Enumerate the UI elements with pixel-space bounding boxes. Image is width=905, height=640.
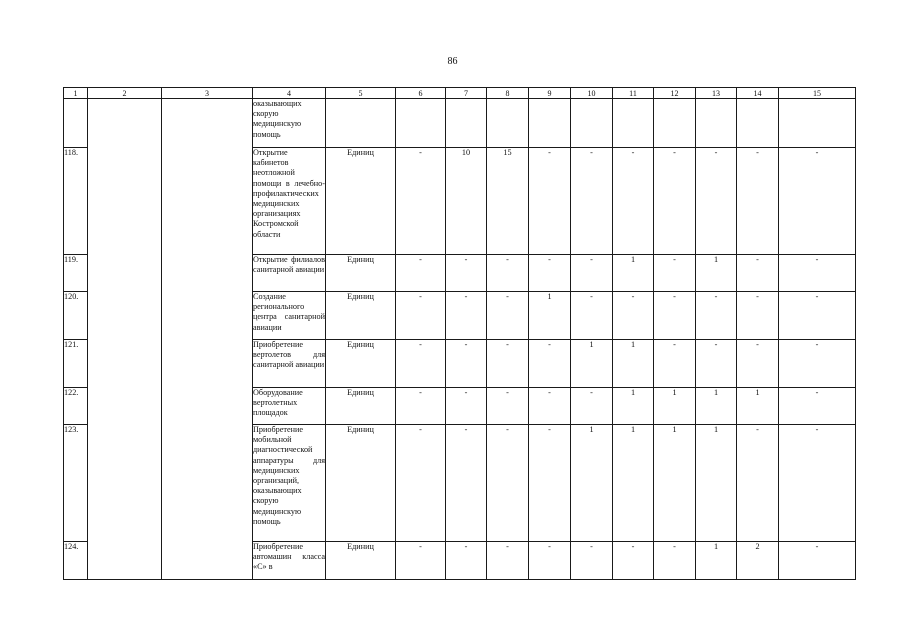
row-value: - [654,255,696,292]
row-value: - [696,148,737,255]
row-unit: Единиц [326,388,396,425]
row-description: Оборудование вертолетных площадок [253,388,326,425]
row-value: - [446,292,487,340]
row-value: - [487,388,529,425]
row-value: - [571,292,613,340]
row-value: - [396,148,446,255]
row-number: 118. [64,148,88,255]
row-number: 123. [64,425,88,542]
row-value: - [529,388,571,425]
column-number: 6 [396,88,446,99]
row-description: Приобретение мобильной диагностической аппаратуры для медицинских организаций, оказывающих скорую медицинскую помощь [253,425,326,542]
column-number: 10 [571,88,613,99]
row-description: Приобретение вертолетов для санитарной авиации [253,340,326,388]
row-value: - [737,340,779,388]
column-number: 7 [446,88,487,99]
row-unit: Единиц [326,255,396,292]
column-number: 8 [487,88,529,99]
column-2-merged [88,99,162,580]
row-value: 1 [696,255,737,292]
row-value: - [654,148,696,255]
column-number: 5 [326,88,396,99]
row-value: - [396,340,446,388]
row-number: 119. [64,255,88,292]
row-value: 1 [654,388,696,425]
row-value: - [779,148,856,255]
row-value: - [446,255,487,292]
row-description: Открытие кабинетов неотложной помощи в лечебно-профилактических медицинских организациях Костромской области [253,148,326,255]
row-value: 1 [696,388,737,425]
row-unit: Единиц [326,292,396,340]
row-value: - [779,425,856,542]
row-value: - [529,425,571,542]
column-number: 9 [529,88,571,99]
row-value: - [613,148,654,255]
row-value: - [737,255,779,292]
row-value: - [696,292,737,340]
row-value: - [529,340,571,388]
row-value: - [737,148,779,255]
row-value: - [446,425,487,542]
row-value: - [529,148,571,255]
row-value: 1 [654,425,696,542]
row-unit: Единиц [326,148,396,255]
column-number: 3 [162,88,253,99]
row-value: 1 [613,388,654,425]
row-value: - [396,542,446,580]
continuation-row [64,99,856,148]
row-number: 124. [64,542,88,580]
row-value: - [487,340,529,388]
row-value: 1 [529,292,571,340]
row-value: - [396,292,446,340]
column-number: 14 [737,88,779,99]
row-value: 2 [737,542,779,580]
row-value: - [654,340,696,388]
row-value: 10 [446,148,487,255]
row-value: 1 [613,340,654,388]
row-value: - [487,542,529,580]
row-value: - [529,255,571,292]
row-value: 15 [487,148,529,255]
row-unit: Единиц [326,542,396,580]
row-value: 1 [737,388,779,425]
data-table [63,87,856,580]
row-value: - [737,425,779,542]
row-value: - [446,388,487,425]
row-value: - [613,292,654,340]
row-description: Создание регионального центра санитарной авиации [253,292,326,340]
column-number-row [64,88,856,99]
row-value: - [396,425,446,542]
column-number: 12 [654,88,696,99]
row-value: - [571,542,613,580]
row-value: - [654,292,696,340]
row-value: - [396,388,446,425]
row-value: 1 [571,340,613,388]
column-number: 1 [64,88,88,99]
row-value: - [446,542,487,580]
row-value: - [529,542,571,580]
row-value: - [571,255,613,292]
column-number: 11 [613,88,654,99]
row-value: - [779,388,856,425]
row-value: 1 [571,425,613,542]
page-number: 86 [447,56,458,67]
column-3-merged [162,99,253,580]
row-value: - [571,388,613,425]
row-value: - [613,542,654,580]
row-value: - [696,340,737,388]
row-description: Приобретение автомашин класса «С» в [253,542,326,580]
column-number: 13 [696,88,737,99]
row-value: 1 [696,425,737,542]
row-value: - [487,425,529,542]
column-number: 2 [88,88,162,99]
row-number: 120. [64,292,88,340]
row-value: - [396,255,446,292]
row-value: 1 [613,425,654,542]
row-number: 122. [64,388,88,425]
row-value: 1 [696,542,737,580]
row-value: - [779,292,856,340]
row-value: - [737,292,779,340]
row-value: - [487,292,529,340]
row-value: - [779,340,856,388]
row-value: - [654,542,696,580]
row-number: 121. [64,340,88,388]
row-value: - [779,255,856,292]
row-value: 1 [613,255,654,292]
column-number: 4 [253,88,326,99]
row-value: - [571,148,613,255]
column-number: 15 [779,88,856,99]
row-value: - [487,255,529,292]
row-unit: Единиц [326,340,396,388]
row-unit: Единиц [326,425,396,542]
continuation-text: оказывающих скорую медицинскую помощь [253,99,326,148]
row-description: Открытие филиалов санитарной авиации [253,255,326,292]
row-value: - [779,542,856,580]
row-value: - [446,340,487,388]
